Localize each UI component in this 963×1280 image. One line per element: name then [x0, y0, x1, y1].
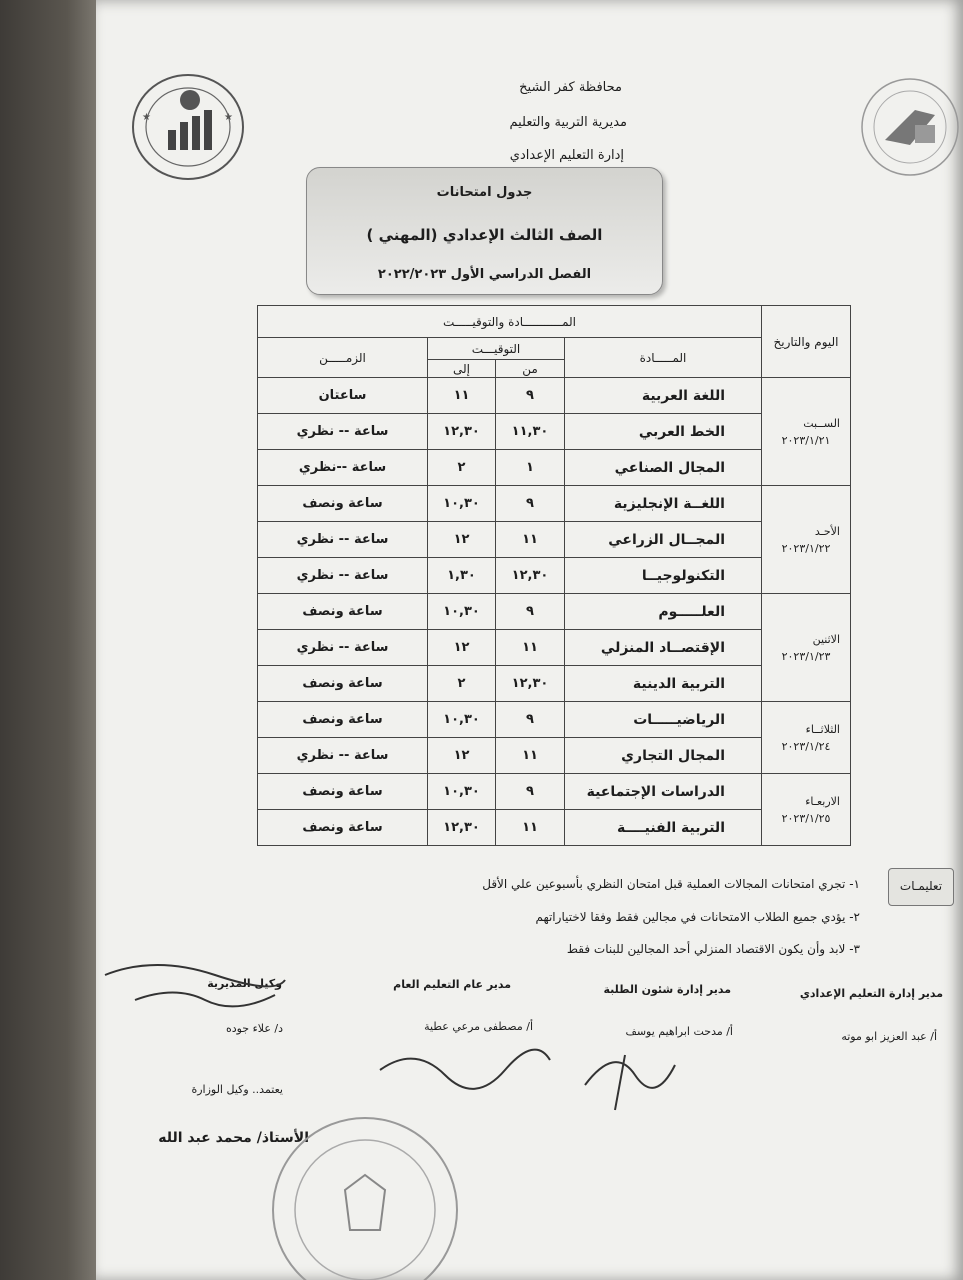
- day-cell: [762, 486, 851, 594]
- subject-cell: المجال التجاري: [565, 738, 762, 774]
- duration-cell: ساعة --نظري: [258, 450, 428, 486]
- exam-schedule-table: [257, 305, 851, 846]
- title-term: الفصل الدراسي الأول ٢٠٢٢/٢٠٢٣: [377, 267, 592, 282]
- handwritten-signature: [575, 1035, 685, 1115]
- to-cell: ١٠,٣٠: [428, 486, 496, 522]
- signature-title: مدير عام التعليم العام: [393, 978, 511, 991]
- signature-name: أ/ عبد العزيز ابو موته: [841, 1030, 937, 1043]
- to-cell: ١٠,٣٠: [428, 594, 496, 630]
- from-cell: ٩: [496, 774, 565, 810]
- to-cell: ١٠,٣٠: [428, 702, 496, 738]
- from-cell: ١١: [496, 630, 565, 666]
- duration-cell: ساعة -- نظري: [258, 738, 428, 774]
- duration-cell: ساعة -- نظري: [258, 414, 428, 450]
- day-cell: [762, 594, 851, 702]
- duration-cell: ساعة ونصف: [258, 594, 428, 630]
- subject-cell: اللغــة الإنجليزية: [565, 486, 762, 522]
- col-timing-header: التوقيـــت: [428, 338, 565, 360]
- to-cell: ١٢,٣٠: [428, 810, 496, 846]
- day-name: الثلاثــاء: [805, 722, 840, 736]
- from-cell: ١١: [496, 810, 565, 846]
- day-date: ٢٠٢٣/١/٢١: [781, 433, 831, 447]
- table-row: [258, 594, 851, 630]
- day-name: الاثنين: [812, 632, 840, 646]
- to-cell: ١٠,٣٠: [428, 774, 496, 810]
- duration-cell: ساعتان: [258, 378, 428, 414]
- day-date: ٢٠٢٣/١/٢٥: [781, 811, 831, 825]
- day-name: الأحـد: [814, 524, 840, 538]
- duration-cell: ساعة ونصف: [258, 666, 428, 702]
- signature-name: أ/ مدحت ابراهيم يوسف: [625, 1025, 733, 1038]
- signature-title: وكيل المديرية: [207, 977, 282, 990]
- duration-cell: ساعة ونصف: [258, 810, 428, 846]
- instructions-label-box: [888, 868, 954, 906]
- svg-text:★: ★: [224, 112, 233, 123]
- subject-cell: التربية الدينية: [565, 666, 762, 702]
- instructions-label: تعليمـات: [899, 879, 943, 893]
- title-box: [306, 167, 663, 295]
- duration-cell: ساعة -- نظري: [258, 522, 428, 558]
- to-cell: ٢: [428, 666, 496, 702]
- from-cell: ٩: [496, 486, 565, 522]
- day-cell: [762, 702, 851, 774]
- subject-cell: الخط العربي: [565, 414, 762, 450]
- col-group-header: المـــــــــــادة والتوقيـــــت: [258, 306, 762, 338]
- instruction-item: ٣- لابد وأن يكون الاقتصاد المنزلي أحد المجالين للبنات فقط: [566, 942, 860, 956]
- subject-cell: التكنولوجيــا: [565, 558, 762, 594]
- duration-cell: ساعة -- نظري: [258, 630, 428, 666]
- instruction-item: ١- تجري امتحانات المجالات العملية قبل امتحان النظري بأسبوعين علي الأقل: [482, 877, 860, 891]
- duration-cell: ساعة ونصف: [258, 486, 428, 522]
- directorate-seal-logo: [855, 70, 960, 185]
- day-name: الاربعـاء: [805, 794, 840, 808]
- from-cell: ١١: [496, 522, 565, 558]
- to-cell: ١١: [428, 378, 496, 414]
- day-date: ٢٠٢٣/١/٢٤: [781, 739, 831, 753]
- col-to-header: إلى: [428, 360, 496, 378]
- handwritten-signature: [95, 955, 295, 1020]
- to-cell: ٢: [428, 450, 496, 486]
- subject-cell: التربية الفنيــــة: [565, 810, 762, 846]
- from-cell: ١٢,٣٠: [496, 666, 565, 702]
- from-cell: ١١,٣٠: [496, 414, 565, 450]
- title-main: جدول امتحانات: [436, 185, 533, 200]
- col-duration-header: الزمـــــن: [258, 338, 428, 378]
- from-cell: ١١: [496, 738, 565, 774]
- official-round-seal: [265, 1110, 465, 1280]
- to-cell: ١٢: [428, 630, 496, 666]
- subject-cell: الرياضيـــــات: [565, 702, 762, 738]
- title-grade: الصف الثالث الإعدادي (المهني ): [366, 226, 603, 244]
- to-cell: ١٢: [428, 522, 496, 558]
- day-date: ٢٠٢٣/١/٢٢: [781, 541, 831, 555]
- subject-cell: الدراسات الإجتماعية: [565, 774, 762, 810]
- to-cell: ١٢,٣٠: [428, 414, 496, 450]
- approval-name: الأستاذ/ محمد عبد الله: [158, 1130, 309, 1146]
- col-day-header: اليوم والتاريخ: [762, 306, 851, 378]
- from-cell: ١: [496, 450, 565, 486]
- table-row: [258, 702, 851, 738]
- to-cell: ١٢: [428, 738, 496, 774]
- duration-cell: ساعة ونصف: [258, 774, 428, 810]
- background-edge: [0, 0, 96, 1280]
- duration-cell: ساعة ونصف: [258, 702, 428, 738]
- header-directorate: مديرية التربية والتعليم: [509, 115, 627, 130]
- handwritten-signature: [375, 1040, 555, 1090]
- header-governorate: محافظة كفر الشيخ: [519, 80, 622, 95]
- day-cell: [762, 774, 851, 846]
- signature-title: مدير إدارة شئون الطلبة: [603, 983, 731, 996]
- instruction-item: ٢- يؤدي جميع الطلاب الامتحانات في مجالين فقط وفقا لاختياراتهم: [535, 910, 860, 924]
- table-row: [258, 486, 851, 522]
- to-cell: ١,٣٠: [428, 558, 496, 594]
- day-cell: [762, 378, 851, 486]
- duration-cell: ساعة -- نظري: [258, 558, 428, 594]
- subject-cell: الإقتصــاد المنزلي: [565, 630, 762, 666]
- table-row: [258, 774, 851, 810]
- subject-cell: المجــال الزراعي: [565, 522, 762, 558]
- signature-name: د/ علاء جوده: [225, 1022, 283, 1035]
- subject-cell: المجال الصناعي: [565, 450, 762, 486]
- from-cell: ٩: [496, 378, 565, 414]
- subject-cell: العلـــــوم: [565, 594, 762, 630]
- from-cell: ٩: [496, 702, 565, 738]
- col-subject-header: المـــــادة: [565, 338, 762, 378]
- header-administration: إدارة التعليم الإعدادي: [509, 148, 624, 163]
- signature-title: مدير إدارة التعليم الإعدادي: [799, 987, 943, 1000]
- col-from-header: من: [496, 360, 565, 378]
- student-affairs-seal-logo: [128, 70, 248, 185]
- day-name: الســبت: [803, 416, 840, 430]
- subject-cell: اللغة العربية: [565, 378, 762, 414]
- table-row: [258, 378, 851, 414]
- from-cell: ١٢,٣٠: [496, 558, 565, 594]
- from-cell: ٩: [496, 594, 565, 630]
- svg-text:★: ★: [142, 112, 151, 123]
- approval-label: يعتمد.. وكيل الوزارة: [191, 1083, 283, 1096]
- signature-name: أ/ مصطفى مرعي عطية: [424, 1020, 533, 1033]
- day-date: ٢٠٢٣/١/٢٣: [781, 649, 831, 663]
